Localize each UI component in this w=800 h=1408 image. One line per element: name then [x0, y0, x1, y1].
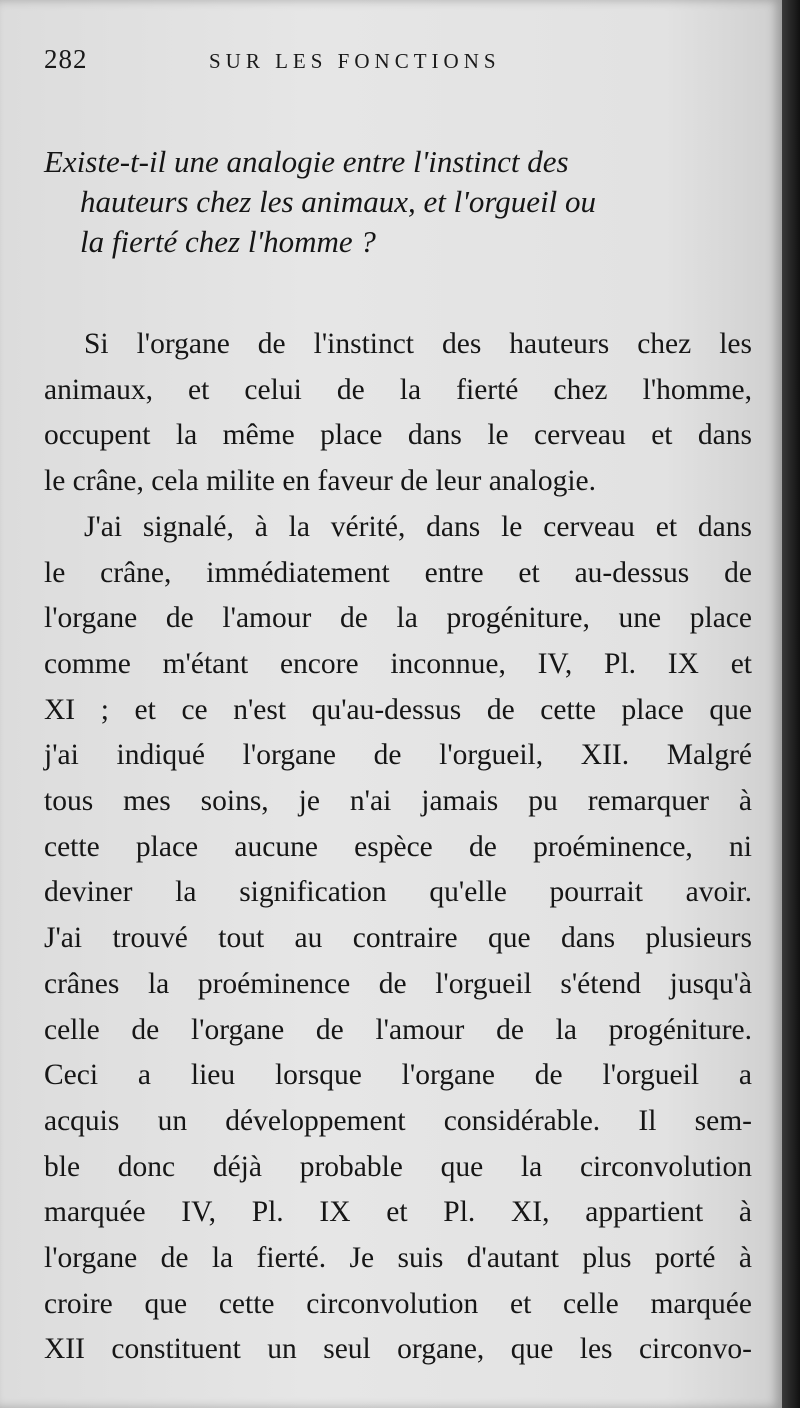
text-line: acquis un développement considérable. Il sem-: [44, 1104, 752, 1137]
question-line: Existe-t-il une analogie entre l'instinct des: [44, 144, 569, 179]
text-line: j'ai indiqué l'organe de l'orgueil, XII. Malgré: [44, 739, 752, 772]
text-line: J'ai trouvé tout au contraire que dans plusieurs: [44, 922, 752, 955]
text-line: croire que cette circonvolution et celle marquée: [44, 1287, 752, 1320]
text-line: XII constituent un seul organe, que les circonvo-: [44, 1333, 752, 1366]
text-line: Si l'organe de l'instinct des hauteurs chez les: [84, 328, 752, 360]
question-line: hauteurs chez les animaux, et l'orgueil ou: [80, 184, 597, 219]
text-line: l'organe de la fierté. Je suis d'autant plus porté à: [44, 1242, 752, 1275]
text-line: ble donc déjà probable que la circonvolution: [44, 1150, 752, 1183]
section-question: [44, 142, 744, 262]
text-line: crânes la proéminence de l'orgueil s'étend jusqu'à: [44, 967, 752, 1000]
text-line: Ceci a lieu lorsque l'organe de l'orgueil a: [44, 1059, 752, 1092]
body-text: [44, 322, 752, 1373]
text-line: comme m'étant encore inconnue, IV, Pl. IX et: [44, 647, 752, 680]
text-line: le crâne, cela milite en faveur de leur analogie.: [44, 465, 597, 498]
text-line: occupent la même place dans le cerveau et dans: [44, 419, 752, 452]
text-line: J'ai signalé, à la vérité, dans le cerveau et dans: [84, 510, 752, 543]
text-line: XI ; et ce n'est qu'au-dessus de cette place que: [44, 693, 752, 726]
text-line: le crâne, immédiatement entre et au-dessus de: [44, 556, 752, 589]
page-number: 282: [44, 44, 88, 74]
page-header: [44, 44, 752, 84]
text-line: l'organe de l'amour de la progéniture, une place: [44, 602, 752, 635]
text-line: cette place aucune espèce de proéminence, ni: [44, 830, 752, 863]
text-line: tous mes soins, je n'ai jamais pu remarquer à: [44, 785, 752, 818]
page-edge-shadow: [782, 0, 800, 1408]
text-line: celle de l'organe de l'amour de la progéniture.: [44, 1013, 752, 1046]
text-line: animaux, et celui de la fierté chez l'homme,: [44, 373, 752, 406]
text-line: marquée IV, Pl. IX et Pl. XI, appartient à: [44, 1196, 752, 1229]
text-line: deviner la signification qu'elle pourrait avoir.: [44, 876, 752, 909]
running-head: SUR LES FONCTIONS: [209, 49, 501, 73]
question-line: la fierté chez l'homme ?: [80, 224, 376, 259]
